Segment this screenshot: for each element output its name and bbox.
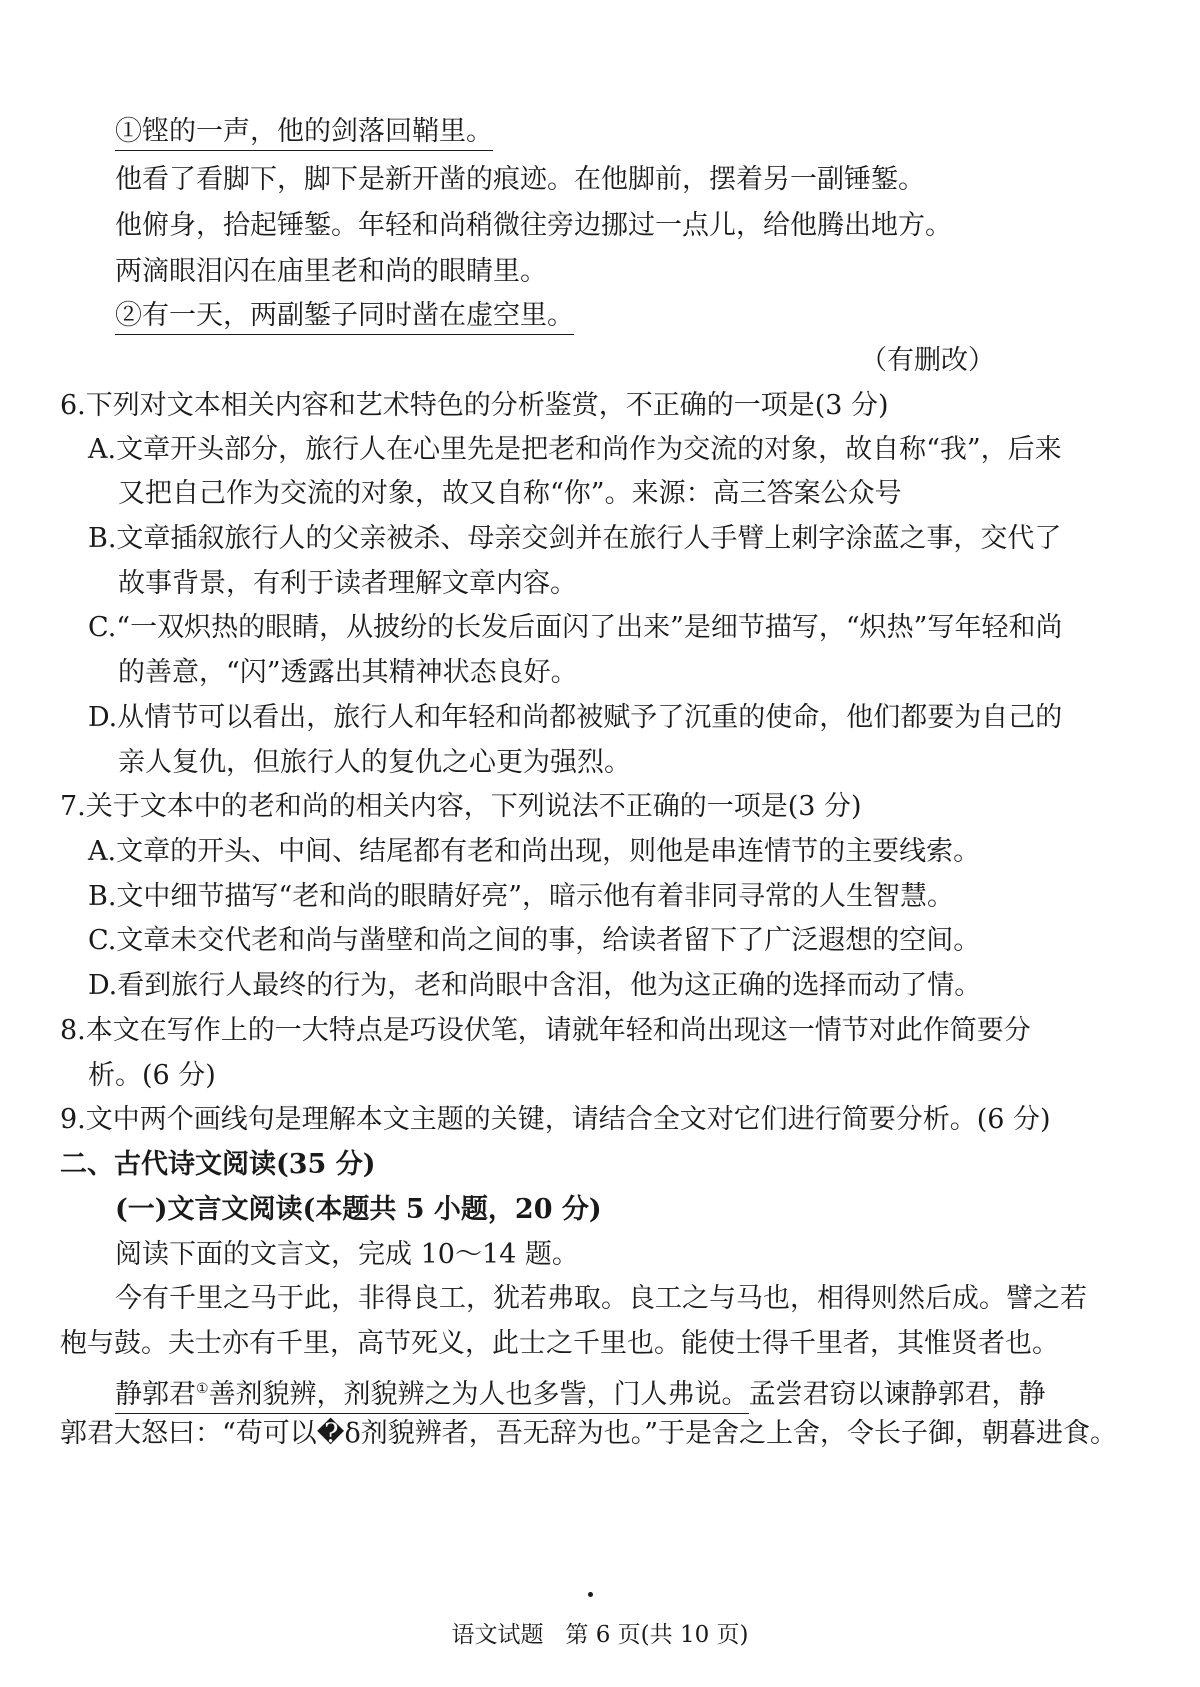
question-8-stem: 8.本文在写作上的一大特点是巧设伏笔，请就年轻和尚出现这一情节对此作简要分 [60, 1015, 1031, 1046]
underlined-classical-sentence [115, 1379, 749, 1414]
q7-option-d: D.看到旅行人最终的行为，老和尚眼中含泪，他为这正确的选择而动了情。 [88, 970, 982, 1001]
q6-option-a-cont: 又把自己作为交流的对象，故又自称“你”。来源：高三答案公众号 [118, 478, 902, 509]
q7-option-a: A.文章的开头、中间、结尾都有老和尚出现，则他是串连情节的主要线索。 [88, 836, 981, 867]
reading-instruction: 阅读下面的文言文，完成 10～14 题。 [115, 1239, 579, 1270]
sentence-2-text: 有一天，两副錾子同时凿在虚空里。 [142, 300, 574, 331]
person-name: 静郭君 [115, 1379, 196, 1410]
page-footer [0, 1620, 1200, 1650]
q6-option-d: D.从情节可以看出，旅行人和年轻和尚都被赋予了沉重的使命，他们都要为自己的 [88, 702, 1063, 733]
q6-option-c-cont: 的善意，“闪”透露出其精神状态良好。 [118, 657, 578, 688]
sentence-1-text: 铿的一声，他的剑落回鞘里。 [142, 116, 493, 147]
page-dot [588, 1592, 593, 1597]
q6-option-b-cont: 故事背景，有利于读者理解文章内容。 [118, 568, 577, 599]
q6-option-d-cont: 亲人复仇，但旅行人的复仇之心更为强烈。 [118, 747, 631, 778]
q6-option-b: B.文章插叙旅行人的父亲被杀、母亲交剑并在旅行人手臂上刺字涂蓝之事，交代了 [88, 523, 1062, 554]
paragraph: 两滴眼泪闪在庙里老和尚的眼睛里。 [115, 256, 547, 287]
classical-text-line: 枹与鼓。夫士亦有千里，高节死义，此士之千里也。能使士得千里者，其惟贤者也。 [60, 1328, 1059, 1359]
paragraph: 他俯身，拾起锤錾。年轻和尚稍微往旁边挪过一点儿，给他腾出地方。 [115, 210, 952, 241]
classical-text-line: 今有千里之马于此，非得良工，犹若弗取。良工之与马也，相得则然后成。譬之若 [115, 1283, 1087, 1314]
question-9-stem: 9.文中两个画线句是理解本文主题的关键，请结合全文对它们进行简要分析。(6 分) [60, 1104, 1051, 1135]
question-6-stem: 6.下列对文本相关内容和艺术特色的分析鉴赏，不正确的一项是(3 分) [60, 390, 889, 421]
text-rest: 孟尝君窃以谏静郭君，静 [748, 1379, 1046, 1410]
q7-option-b: B.文中细节描写“老和尚的眼睛好亮”，暗示他有着非同寻常的人生智慧。 [88, 881, 955, 912]
question-7-stem: 7.关于文本中的老和尚的相关内容，下列说法不正确的一项是(3 分) [60, 791, 862, 822]
footnote-marker: ① [196, 1381, 209, 1397]
sentence-marker-2: ② [115, 300, 142, 331]
classical-text-line [115, 1371, 1046, 1413]
footer-page-number: 第 6 页(共 10 页) [565, 1622, 749, 1648]
subsection-title: (一)文言文阅读(本题共 5 小题，20 分) [115, 1194, 602, 1225]
paragraph: 他看了看脚下，脚下是新开凿的痕迹。在他脚前，摆着另一副锤錾。 [115, 164, 925, 195]
question-8-stem-cont: 析。(6 分) [88, 1060, 216, 1091]
q7-option-c: C.文章未交代老和尚与凿壁和尚之间的事，给读者留下了广泛遐想的空间。 [88, 925, 981, 956]
underlined-sentence-2 [115, 298, 574, 334]
q6-option-a: A.文章开头部分，旅行人在心里先是把老和尚作为交流的对象，故自称“我”，后来 [88, 434, 1062, 465]
underlined-text: 善剂貌辨，剂貌辨之为人也多訾，门人弗说。 [208, 1379, 749, 1410]
source-note: （有删改） [860, 345, 995, 376]
classical-text-line: 郭君大怒曰：“苟可以�δ剂貌辨者，吾无辞为也。”于是舍之上舍，令长子御，朝暮进食。 [60, 1418, 1118, 1449]
footer-subject: 语文试题 [451, 1622, 544, 1648]
underlined-sentence-1 [115, 114, 493, 150]
sentence-marker-1: ① [115, 116, 142, 147]
q6-option-c: C.“一双炽热的眼睛，从披纷的长发后面闪了出来”是细节描写，“炽热”写年轻和尚 [88, 612, 1063, 643]
section-title: 二、古代诗文阅读(35 分) [60, 1149, 376, 1180]
